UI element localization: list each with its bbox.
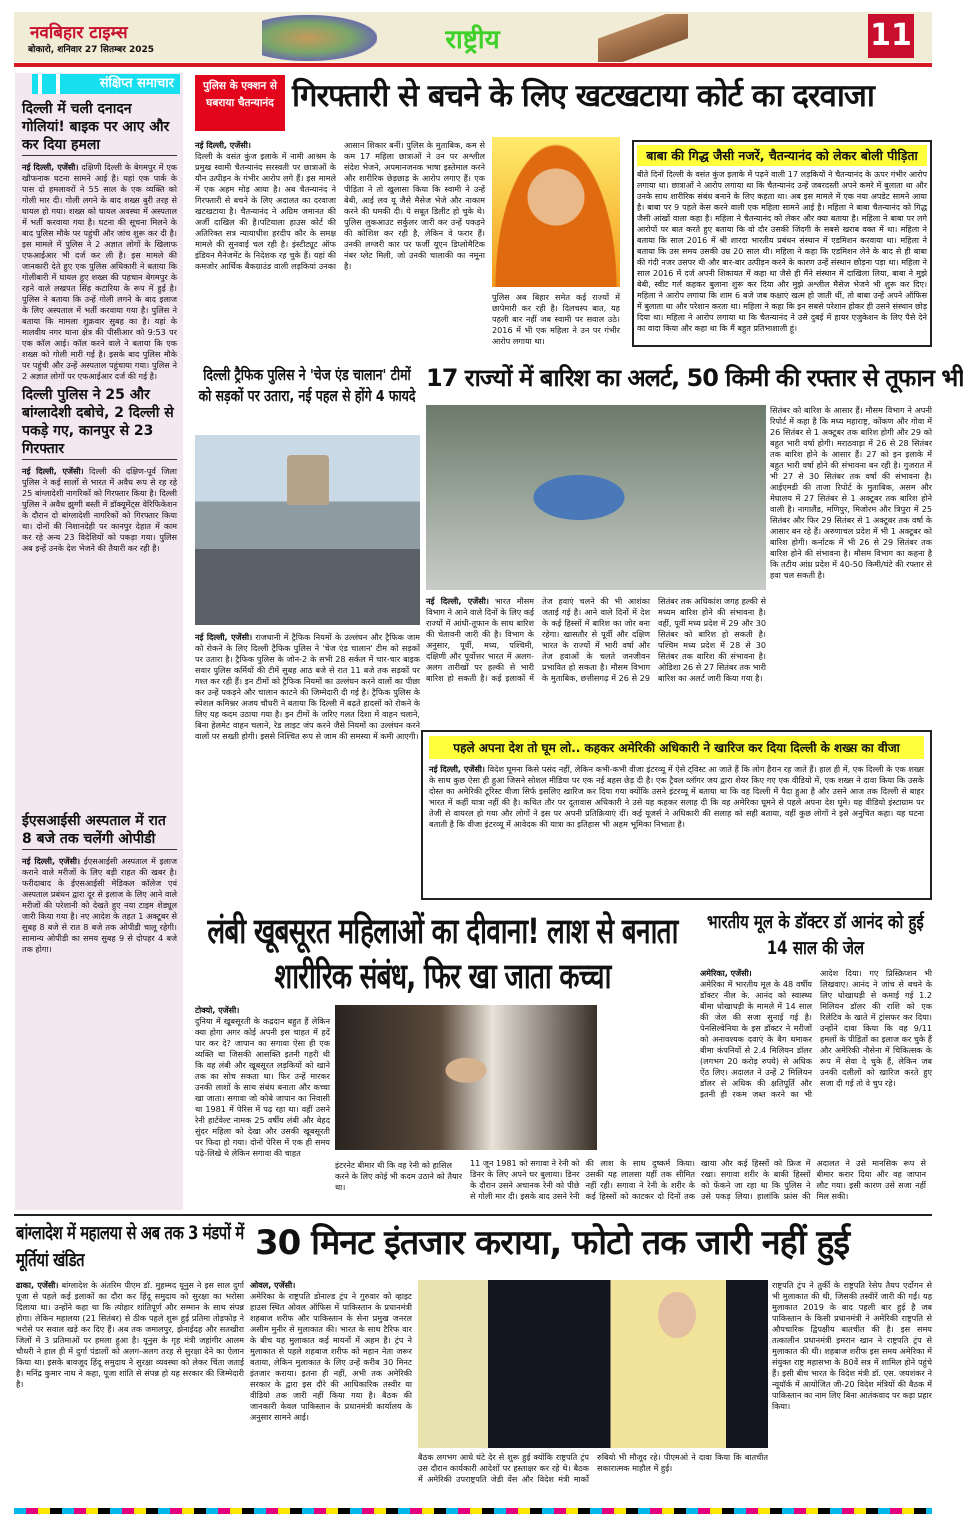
trump-article-body xyxy=(250,1280,412,1502)
article-text: विदेश घूमना किसे पसंद नहीं, लेकिन कभी-कभी वीजा इंटरव्यू में ऐसे ट्विस्ट आ जाते हैं कि लोग हैरान रह जाते हैं। हाल ही में, एक दिल्ली के एक शख्स के साथ कुछ ऐसा ही हुआ जिसने सोशल मीडिया पर एक नई बहस छेड़ दी है। एक ट्रैवल व्लॉगर जय द्वारा शेयर किए गए एक वीडियो में, एक शख्स ने दावा किया कि उसके दोस्त का अमेरिकी टूरिस्ट वीजा सिर्फ इसलिए खारिज कर दिया गया क्योंकि उसने इंटरव्यू में बताया था कि वह दिल्ली में पैदा हुआ है और उसने आज तक दिल्ली से बाहर भारत में कहीं यात्रा नहीं की है। कथित तौर पर दूतावास अधिकारी ने उसे यह कहकर सलाह दी कि वह अमेरिका घूमने से पहले अपना देश घूमे। यह वीडियो इंस्टाग्राम पर तेजी से वायरल हो गया और लोगों ने इस पर अपनी प्रतिक्रियाएं दीं। कई यूजर्स ने अधिकारी की सलाह को सही बताया, वहीं कुछ लोगों ने इसे अनुचित कहा। यह घटना बताती है कि वीजा इंटरव्यू में आवेदक की यात्रा का इतिहास भी अहम भूमिका निभाता है। xyxy=(429,764,924,829)
dateline: नई दिल्ली, एजेंसी। xyxy=(195,140,251,150)
rain-headline: 17 राज्यों में बारिश का अलर्ट, 50 किमी की रफ्तार से तूफान भी xyxy=(426,364,963,392)
section-title: राष्ट्रीय xyxy=(445,25,500,55)
main-headline: गिरफ्तारी से बचने के लिए खटखटाया कोर्ट का दरवाजा xyxy=(292,78,874,114)
victim-statement-box xyxy=(632,140,932,347)
swami-photo xyxy=(492,137,620,287)
india-gate xyxy=(287,455,329,505)
cannibal-article-body xyxy=(195,1005,330,1210)
article-text: बांग्लादेश के अंतरिम पीएम डॉ. मुहम्मद यूनुस ने इस साल दुर्गा पूजा से पहले कई इलाकों का दौरा कर हिंदू समुदाय को सुरक्षा का भरोसा दिलाया था। उन्होंने कहा था कि त्योहार शांतिपूर्ण और सम्मान के साथ संपन्न होगा। लेकिन महालया (21 सितंबर) से ठीक पहले शुरू हुई प्रतिमा तोड़फोड़ ने भरोसे पर सवाल खड़े कर दिए हैं। अब तक जमालपुर, झेनाईदह और सतखीरा जिलों में 3 प्रतिमाओं पर हमला हुआ है। यूनुस के गृह मंत्री जहांगीर आलम चौधरी ने हाल ही में दुर्गा पंडालों को अलग-अलग तरह से सुरक्षा देने का ऐलान किया था। इसके बावजूद हिंदू समुदाय ने सुरक्षा व्यवस्था को लेकर चिंता जताई है। मनिंद्र कुमार नाथ ने कहा, पूजा शांति से संपन्न हो यह सरकार की जिम्मेदारी है। xyxy=(16,1280,245,1389)
bangladesh-article-body xyxy=(16,1280,244,1502)
article-body: ईएसआईसी अस्पताल में इलाज कराने वाले मरीजों के लिए बड़ी राहत की खबर है। फरीदाबाद के ईएसआईसी मेडिकल कॉलेज एवं अस्पताल प्रबंधन द्वारा दूर से इलाज के लिए आने वाले मरीजों की परेशानी को देखते हुए नया टाइम शेड्यूल जारी किया गया है। नए आदेश के तहत 1 अक्टूबर से सुबह 8 बजे से रात 8 बजे तक ओपीडी चालू रहेगी। सामान्य ओपीडी का समय सुबह 9 से दोपहर 4 बजे तक होगा। xyxy=(22,856,178,954)
rain-article-body xyxy=(426,596,766,726)
cannibal-continued-text: 11 जून 1981 को सगावा ने रेनी को डिनर के लिए अपने घर बुलाया। डिनर के दौरान उसने अचानक रेनी को पीछे से गोली मार दी। इसके बाद उसने रेनी की लाश के साथ दुष्कर्म किया। उसकी यह लालसा यहीं तक सीमित नहीं रही। सगावा ने रेनी के शरीर के कई हिस्सों को काटकर दो दिनों तक खाया और कई हिस्सों को फ्रिज में रखा। सगावा शरीर के बाकी हिस्सों को फेंकने जा रहा था कि पुलिस ने उसे पकड़ लिया। हालांकि फ्रांस की अदालत ने उसे मानसिक रूप से बीमार करार दिया और वह जापान लौट गया। इसी कारण उसे सजा नहीं मिल सकी। xyxy=(470,1158,926,1201)
main-article-body xyxy=(195,140,485,355)
article-text: अमेरिका में भारतीय मूल के 48 वर्षीय डॉक्टर नील के. आनंद को स्वास्थ्य बीमा धोखाधड़ी के मामले में 14 साल की जेल की सजा सुनाई गई है। पेनसिल्वेनिया के इस डॉक्टर ने मरीजों को अनावश्यक दवाएं के बैग थमाकर बीमा कंपनियों से 2.4 मिलियन डॉलर (लगभग 20 करोड़ रुपये) से अधिक ऐंठ लिए। अदालत ने उन्हें 2 मिलियन डॉलर से अधिक की क्षतिपूर्ति और इतनी ही रकम जब्त करने का भी आदेश दिया। गए प्रिस्क्रिप्शन भी लिखवाए। आनंद ने जांच से बचने के लिए धोखाधड़ी से कमाई गई 1.2 मिलियन डॉलर की राशि को एक रिलेटिव के खाते में ट्रांसफर कर दिया। उन्होंने दावा किया कि वह 9/11 हमलों के पीड़ितों का इलाज कर चुके हैं और अमेरिकी नौसेना में चिकित्सक के रूप में सेवा दे चुके हैं, लेकिन जब उनकी दलीलों को खारिज करते हुए सजा दी गई तो वे चुप रहे। xyxy=(700,968,932,1099)
brief-news-column xyxy=(22,98,177,1203)
statue-image xyxy=(598,14,688,62)
person-face xyxy=(658,1292,696,1338)
brief-headline: ईएसआईसी अस्पताल में रात 8 बजे तक चलेंगी ओपीडी xyxy=(22,812,177,850)
section-divider xyxy=(14,1214,932,1216)
dateline: नई दिल्ली, एजेंसी। xyxy=(195,632,253,642)
dateline: टोक्यो, एजेंसी। xyxy=(195,1005,240,1015)
article-text: दिल्ली के वसंत कुंज इलाके में नामी आश्रम के प्रमुख स्वामी चैतन्यानंद सरस्वती पर छात्राओं के यौन उत्पीड़न के गंभीर आरोप लगे हैं। इस मामले में एक अहम मोड़ आया है। अब चैतन्यानंद ने गिरफ्तारी से बचने के लिए अदालत का दरवाजा खटखटाया है। चैतन्यानंद ने अग्रिम जमानत की अर्जी दाखिल की है।पटियाला हाउस कोर्ट की अतिरिक्त सत्र न्यायाधीश हरदीप कौर के समक्ष मामले की सुनवाई चल रही है। इंस्टीट्यूट ऑफ इंडियन मैनेजमेंट के निदेशक रह चुके हैं। यहां की कमजोर आर्थिक बैकग्राउंड वाली लड़कियां उनका आसान शिकार बनीं। पुलिस के मुताबिक, कम से कम 17 महिला छात्राओं ने उन पर अश्लील संदेश भेजने, अपमानजनक भाषा इस्तेमाल करने और शारीरिक छेड़छाड़ के आरोप लगाए हैं। एक पीड़िता ने तो खुलासा किया कि स्वामी ने उन्हें बेबी, आई लव यू जैसे मैसेज भेजे और नाकाम करने की धमकी दी। ये सबूत डिलीट हो चुके थे। पुलिस लुकआउट सर्कुलर जारी कर उन्हें पकड़ने की कोशिश कर रही है, लेकिन वे फरार हैं। उनकी लग्जरी कार पर फर्जी यूएन डिप्लोमैटिक नंबर प्लेट मिली, जो उनकी चालाकी का नमूना है। xyxy=(195,140,485,271)
traffic-headline: दिल्ली ट्रैफिक पुलिस ने 'चेज एंड चालान' टीमों को सड़कों पर उतारा, नई पहल से होंगे 4 फायदे xyxy=(198,366,416,405)
bangladesh-headline: बांग्लादेश में महालया से अब तक 3 मंडपों में मूर्तियां खंडित xyxy=(16,1223,244,1271)
visa-story-box xyxy=(421,730,932,900)
sagawa-photo xyxy=(335,1005,597,1150)
story-kicker-label: पुलिस के एक्शन से घबराया चैतन्यानंद xyxy=(195,75,285,131)
article-body: दिल्ली की दक्षिण-पूर्व जिला पुलिस ने कई सालों से भारत में अवैध रूप से रह रहे 25 बांग्लादेशी नागरिकों को गिरफ्तार किया है। दिल्ली पुलिस ने अवैध झुग्गी बस्ती में डॉक्यूमेंट्स वेरिफिकेशन के दौरान दो बांग्लादेशी नागरिकों को गिरफ्तार किया था। दोनों की निशानदेही पर कानपुर देहात में काम कर रहे अन्य 23 विदेशियों को पकड़ा गया। पुलिस अब इन्हें उनके देश भेजने की तैयारी कर रही है। xyxy=(22,466,177,553)
newspaper-name: नवबिहार टाइम्स xyxy=(30,23,128,43)
page-number: 11 xyxy=(868,14,914,58)
dateline: ओवल, एजेंसी। xyxy=(250,1280,296,1290)
visa-headline: पहले अपना देश तो घूम लो.. कहकर अमेरिकी अधिकारी ने खारिज कर दिया दिल्ली के शख्स का वीजा xyxy=(429,736,924,759)
photo-caption: बैठक लगभग आधे घंटे देर से शुरू हुई क्योंकि राष्ट्रपति ट्रंप उस दौरान कार्यकारी आदेशों पर हस्ताक्षर कर रहे थे। बैठक में अमेरिकी उपराष्ट्रपति जेडी वेंस और विदेश मंत्री मार्को रुबियो भी मौजूद रहे। पीएमओ ने दावा किया कि बातचीत सकारात्मक माहौल में हुई। xyxy=(418,1452,768,1484)
header-divider xyxy=(14,63,932,67)
article-text: दुनिया में खूबसूरती के कद्रदान बहुत हैं लेकिन क्या होगा अगर कोई अपनी इस चाहत में हदें पार कर दे? जापान का सगावा ऐसा ही एक व्यक्ति था जिसकी आसक्ति इतनी गहरी थी कि वह लंबी और खूबसूरत लड़कियों को खाने तक का सोच सकता था। फिर उन्हें मारकर उनकी लाशों के साथ संबंध बनाता और कच्चा खा जाता। सगावा जो कोबे जापान का निवासी था 1981 में पेरिस में पढ़ रहा था। वहीं उसने रेनी हार्टवेल्ट नामक 25 वर्षीय लंबी और बेहद सुंदर महिला को देखा और उसकी खूबसूरती पर फिदा हो गया। दोनों पेरिस में एक ही समय पढ़े-लिखे थे लेकिन सगावा की चाहत xyxy=(195,1016,330,1158)
photo-caption: इंटरनेट बीमार थी कि वह रेनी को हासिल करने के लिए कोई भी कदम उठाने को तैयार था। xyxy=(335,1160,463,1192)
box-headline: बाबा की गिद्ध जैसी नजरें, चैतन्यानंद को लेकर बोली पीड़िता xyxy=(637,145,927,166)
dateline: अमेरिका, एजेंसी। xyxy=(700,968,752,978)
article-body: दक्षिणी दिल्ली के बेगमपुर में एक खौफनाक घटना सामने आई है। यहां एक पार्क के पास दो हमलावरों ने 55 साल के एक व्यक्ति को गोली मार दी। गोली लगने के बाद शख्स बुरी तरह से घायल हो गया। शख्स को घायल अवस्था में अस्पताल में भर्ती करवाया गया है। घटना की सूचना मिलने के बाद पुलिस मौके पर पहुंची और जांच शुरू कर दी है। इस मामले में पुलिस ने 2 अज्ञात लोगों के खिलाफ एफआईआर भी दर्ज कर ली है। इस मामले की जानकारी देते हुए एक पुलिस अधिकारी ने बताया कि गोलीबारी में घायल हुए शख्स की पहचान बेगमपुर के रहने वाले लखपत सिंह कटारिया के रूप में हुई है। पुलिस ने बताया कि उन्हें गोली लगने के बाद इलाज के लिए अस्पताल में भर्ती करवाया गया है। पुलिस ने बताया कि मामला शुक्रवार सुबह का है। यहां के मालवीय नगर थाना क्षेत्र की पीसीआर को 9:53 पर एक कॉल आई। कॉल करने वाले ने बताया कि एक शख्स को गोली मारी गई है। इसके बाद पुलिस मौके पर पहुंची और उन्हें अस्पताल पहुंचाया गया। पुलिस ने 2 अज्ञात लोगों पर एफआईआर दर्ज की गई है। xyxy=(22,162,178,381)
sidebar-title: संक्षिप्त समाचार xyxy=(32,74,180,94)
trump-sharif-meeting-photo xyxy=(418,1280,768,1448)
article-text: राजधानी में ट्रैफिक नियमों के उल्लंघन और ट्रैफिक जाम को रोकने के लिए दिल्ली ट्रैफिक पुलिस ने 'चेज एंड चालान' टीम को सड़कों पर उतारा है। ट्रैफिक पुलिस के जोन-2 के सभी 28 सर्कल में चार-चार बाइक सवार पुलिस कर्मियों की टीमें सुबह आठ बजे से रात 11 बजे तक सड़कों पर गश्त कर रही हैं। इन टीमों को ट्रैफिक नियमों का उल्लंघन करने वालों का पीछा कर उन्हें पकड़ने और चालान काटने की जिम्मेदारी दी गई है। ट्रैफिक पुलिस के स्पेशल कमिश्नर अजय चौधरी ने बताया कि दिल्ली में बढ़ते हादसों को रोकने के लिए यह कदम उठाया गया है। इन टीमों के जरिए गलत दिशा में वाहन चलाने, बिना हेलमेट वाहन चलाने, रेड लाइट जंप करने जैसे नियमों का उल्लंघन करने वालों पर सख्ती होगी। इससे निश्चित रूप से जाम की समस्या में कमी आएगी। xyxy=(195,632,421,741)
issue-date: बोकारो, शनिवार 27 सितम्बर 2025 xyxy=(28,45,155,55)
dateline: ढाका, एजेंसी। xyxy=(16,1280,59,1290)
box-body: बीते दिनों दिल्ली के वसंत कुंज इलाके में पढ़ने वाली 17 लड़कियों ने चैतन्यानंद के ऊपर गंभीर आरोप लगाया था। छात्राओं ने आरोप लगाया था कि चैतन्यानंद उन्हें जबरदस्ती अपने कमरे में बुलाता था और उनके साथ शारीरिक संबंध बनाने के लिए कहता था। अब इस मामले में एक नया अपडेट सामने आया है। बाबा पर 9 पहले केस करने वाली एक महिला सामने आई है। महिला ने बाबा चैतन्यानंद को गिद्ध जैसी आंखों वाला कहा है। महिला ने चैतन्यानंद को लेकर और क्या बताया है। महिला ने बाबा पर लगे आरोपों पर बात करते हुए बताया कि वो दौर उसकी जिंदगी के सबसे खराब वक्त में था। महिला ने बताया कि साल 2016 में श्री शारदा भारतीय प्रबंधन संस्थान में एडमिशन करवाया था। महिला ने बताया कि उस समय उसकी उम्र 20 साल थी। महिला ने कहा कि एडमिशन लेने के बाद से ही बाबा की गंदी नजर उसपर थी और बार-बार उत्पीड़न करने के कारण उन्हें संस्थान छोड़ना पड़ा था। महिला ने साल 2016 में दर्ज अपनी शिकायत में कहा था जैसे ही मैंने संस्थान में दाखिला लिया, बाबा ने मुझे बेबी, स्वीट गर्ल कहकर बुलाना शुरू कर दिया और मुझे अश्लील मैसेज भेजने भी शुरू कर दिए। महिला ने आरोप लगाया कि शाम 6 बजे जब कक्षाएं खत्म हो जाती थीं, तो बाबा उन्हें अपने ऑफिस में बुलाता था और परेशान करता था। महिला ने कहा कि इन सबसे परेशान होकर ही उसने संस्थान छोड़ दिया था। महिला ने आरोप लगाया था कि चैतन्यानंद ने उसे दुबई में हायर एजुकेशन के लिए पैसे देने का वादा किया और कहा था कि मैं बहुत प्रतिभाशाली हूं। xyxy=(637,170,927,333)
traffic-article-body xyxy=(195,632,420,902)
traffic-police-photo xyxy=(195,435,420,625)
trump-headline: 30 मिनट इंतजार कराया, फोटो तक जारी नहीं हुई xyxy=(255,1223,850,1263)
rain-side-column: सितंबर को बारिश के आसार हैं। मौसम विभाग ने अपनी रिपोर्ट में कहा है कि मध्य महाराष्ट्र, कोंकण और गोवा में 26 सितंबर से 1 अक्टूबर तक बारिश होगी और 29 को बहुत भारी वर्षा होगी। मराठवाड़ा में 26 से 28 सितंबर तक बारिश होने के आसार हैं। 27 को इन इलाके में बहुत भारी वर्षा होने की संभावना बन रही है। गुजरात में भी 27 से 30 सितंबर तक वर्षा की संभावना है। आईएमडी की ताजा रिपोर्ट के मुताबिक, असम और मेघालय में 27 सितंबर से 1 अक्टूबर तक बारिश होने वाली है। नागालैंड, मणिपुर, मिजोरम और त्रिपुरा में 25 सितंबर और फिर 29 सितंबर से 1 अक्टूबर तक वर्षा के आसार बन रहे हैं। अरुणाचल प्रदेश में भी 1 अक्टूबर को बारिश होगी। कर्नाटक में भी 26 से 29 सितंबर तक बारिश होने की संभावना है। मौसम विभाग का कहना है कि तटीय आंध्र प्रदेश में 40-50 किमी/घंटे की रफ्तार से हवा चल सकती है। xyxy=(770,405,932,580)
dateline: नई दिल्ली, एजेंसी। xyxy=(22,466,84,476)
article-text: अमेरिका के राष्ट्रपति डोनाल्ड ट्रंप ने गुरुवार को व्हाइट हाउस स्थित ओवल ऑफिस में पाकिस्तान के प्रधानमंत्री शहबाज शरीफ और पाकिस्तान के सेना प्रमुख जनरल असीम मुनीर से मुलाकात की। भारत के साथ टैरिफ वार के बीच यह मुलाकात कई मायनों में अहम है। ट्रंप ने मुलाकात से पहले शहबाज शरीफ को महान नेता जरूर बताया, लेकिन मुलाकात के लिए उन्हें करीब 30 मिनट इंतजार कराया। इतना ही नहीं, अभी तक अमेरिकी सरकार के द्वारा इस दौरे की आधिकारिक तस्वीर या वीडियो तक जारी नहीं किया गया है। बैठक की जानकारी केवल पाकिस्तान के प्रधानमंत्री कार्यालय के अनुसार सामने आई। xyxy=(250,1291,412,1422)
photo-caption: पुलिस अब बिहार समेत कई राज्यों में छापेमारी कर रही है। दिलचस्प बात, यह पहली बार नहीं जब स्वामी पर सवाल उठे। 2016 में भी एक महिला ने उन पर गंभीर आरोप लगाया था। xyxy=(492,292,620,346)
trump-side-column: राष्ट्रपति ट्रंप ने तुर्की के राष्ट्रपति रेसेप तैयप एर्दोगन से भी मुलाकात की थी, जिसकी तस्वीरें जारी की गईं। यह मुलाकात 2019 के बाद पहली बार हुई है जब पाकिस्तान के किसी प्रधानमंत्री ने अमेरिकी राष्ट्रपति से औपचारिक द्विपक्षीय बातचीत की है। इस समय तत्कालीन प्रधानमंत्री इमरान खान ने राष्ट्रपति ट्रंप से मुलाकात की थी। शहबाज शरीफ इस समय अमेरिका में संयुक्त राष्ट्र महासभा के 80वें सत्र में शामिल होने पहुंचे हैं। इसी बीच भारत के विदेश मंत्री डॉ. एस. जयशंकर ने न्यूयॉर्क में आयोजित जी-20 विदेश मंत्रियों की बैठक में पाकिस्तान का नाम लिए बिना आतंकवाद पर कड़ा प्रहार किया। xyxy=(772,1280,932,1411)
brief-headline: दिल्ली में चली दनादन गोलियां! बाइक पर आए और कर दिया हमला xyxy=(22,100,177,156)
doctor-article-body xyxy=(700,968,932,1208)
color-registration-strip xyxy=(14,1508,932,1514)
doctor-headline: भारतीय मूल के डॉक्टर डॉ आनंद को हुई 14 साल की जेल xyxy=(707,912,924,959)
dateline: नई दिल्ली, एजेंसी। xyxy=(22,856,81,866)
dateline: नई दिल्ली, एजेंसी। xyxy=(429,764,485,774)
brief-headline: दिल्ली पुलिस ने 25 और बांग्लादेशी दबोचे, 2 दिल्ली से पकड़े गए, कानपुर से 23 गिरफ्तार xyxy=(22,386,177,460)
dateline: नई दिल्ली, एजेंसी। xyxy=(426,596,489,606)
dateline: नई दिल्ली, एजेंसी। xyxy=(22,162,79,172)
cannibal-headline: लंबी खूबसूरत महिलाओं का दीवाना! लाश से बनाता शारीरिक संबंध, फिर खा जाता कच्चा xyxy=(207,912,678,997)
rain-scooter-photo xyxy=(426,405,766,590)
article-text: भारत मौसम विभाग ने आने वाले दिनों के लिए कई राज्यों में आंधी-तूफान के साथ बारिश की चेतावनी जारी की है। विभाग के अनुसार, पूर्वी, मध्य, पश्चिमी, दक्षिणी और पूर्वोत्तर भारत में अलग-अलग तारीखों पर हल्की से भारी बारिश हो सकती है। कई इलाकों में तेज हवाएं चलने की भी आशंका जताई गई है। आने वाले दिनों में देश के कई हिस्सों में बारिश का जोर बना रहेगा। खासतौर से पूर्वी और दक्षिण भारत के राज्यों में भारी वर्षा और तेज हवाओं के चलते जनजीवन प्रभावित हो सकता है। मौसम विभाग के मुताबिक, छत्तीसगढ़ में 26 से 29 सितंबर तक अधिकांश जगह हल्की से मध्यम बारिश होने की संभावना है। वहीं, पूर्वी मध्य प्रदेश में 29 और 30 सितंबर को बारिश हो सकती है। पश्चिम मध्य प्रदेश में 28 से 30 सितंबर तक बारिश की संभावना है। ओडिशा 26 से 27 सितंबर तक भारी बारिश का अलर्ट जारी किया गया है। xyxy=(426,596,766,683)
